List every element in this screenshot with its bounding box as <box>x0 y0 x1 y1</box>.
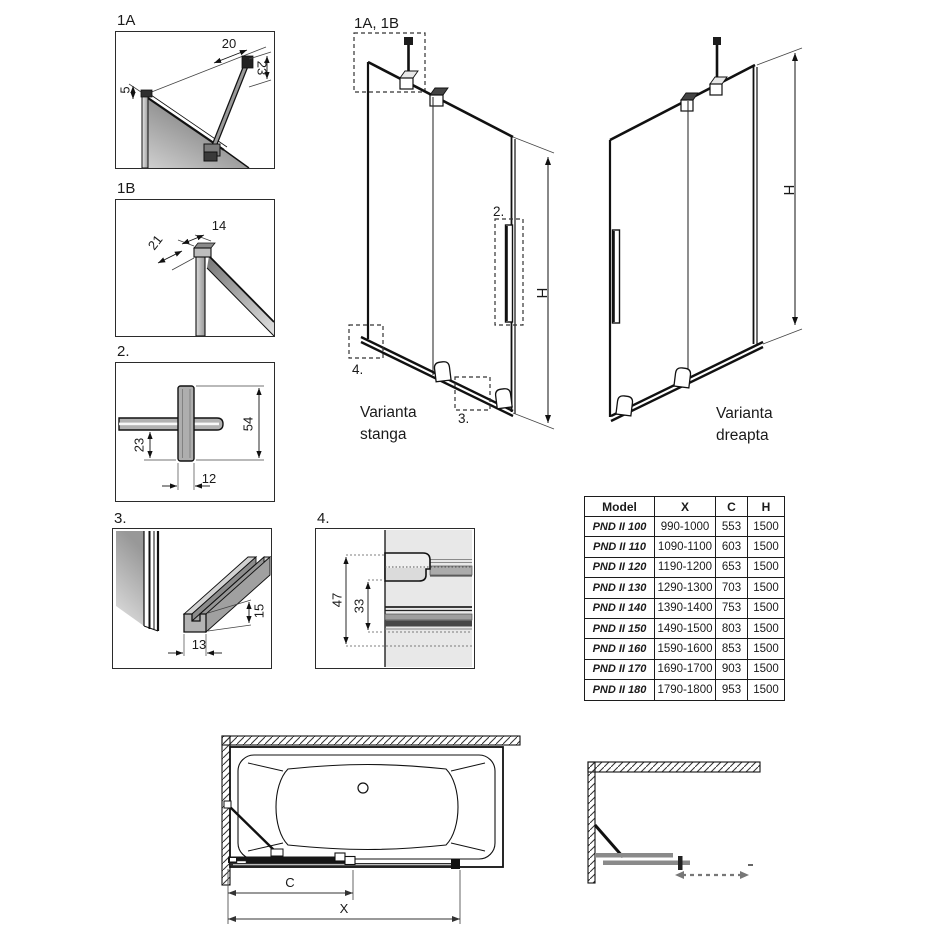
bar-clamp-rod <box>710 77 727 95</box>
detail-2-drawing <box>116 363 274 501</box>
construction-line <box>149 47 266 93</box>
x-cell: 1390-1400 <box>655 598 716 618</box>
dim-c-label: C <box>285 875 295 890</box>
dim-12 <box>162 463 216 490</box>
spec-row <box>585 598 785 618</box>
callout-3-label: 3. <box>458 411 470 426</box>
h-cell: 1500 <box>748 557 785 577</box>
caption-line1: Varianta <box>716 405 773 422</box>
dim-23-label: 23 <box>254 60 270 76</box>
model-cell: PND II 180 <box>585 680 655 700</box>
dim-33-label: 33 <box>351 598 367 614</box>
detail-3-box <box>112 528 272 669</box>
caption-line2: stanga <box>360 426 407 443</box>
dim-21-label: 21 <box>144 232 166 253</box>
slide-direction-arrow <box>675 865 753 879</box>
spec-row <box>585 639 785 659</box>
model-cell: PND II 130 <box>585 578 655 598</box>
glass-edges <box>368 62 515 414</box>
model-cell: PND II 100 <box>585 517 655 537</box>
h-cell: 1500 <box>748 618 785 638</box>
detail-1b-label: 1B <box>117 180 136 197</box>
h-cell: 1500 <box>748 537 785 557</box>
roller-blocks <box>616 367 691 416</box>
callout-box-1a1b <box>354 33 425 92</box>
x-cell: 1790-1800 <box>655 680 716 700</box>
dim-5-label: 5 <box>117 86 133 94</box>
glass-edge-section <box>119 418 223 430</box>
spec-row <box>585 659 785 679</box>
dim-5 <box>117 84 141 99</box>
h-cell: 1500 <box>748 598 785 618</box>
dim-20-label: 20 <box>221 36 237 51</box>
model-cell: PND II 110 <box>585 537 655 557</box>
col-header-c: C <box>716 497 748 517</box>
left-elevation-drawing <box>338 8 588 453</box>
combo-callout-label: 1A, 1B <box>354 15 400 32</box>
height-dimension <box>757 48 802 344</box>
x-cell: 1690-1700 <box>655 659 716 679</box>
dim-13-label: 13 <box>191 637 207 652</box>
c-cell: 903 <box>716 659 748 679</box>
callout-box-3 <box>455 377 490 410</box>
detail-1a-drawing <box>116 32 274 168</box>
c-cell: 703 <box>716 578 748 598</box>
support-arm <box>212 56 253 151</box>
spec-row <box>585 618 785 638</box>
glass-panel <box>148 95 249 168</box>
model-dimensions-table <box>584 496 785 701</box>
spec-row <box>585 517 785 537</box>
h-cell: 1500 <box>748 639 785 659</box>
caption-line1: Varianta <box>360 404 417 421</box>
x-cell: 1590-1600 <box>655 639 716 659</box>
callout-2-label: 2. <box>493 204 505 219</box>
drain-icon <box>358 783 368 793</box>
h-cell: 1500 <box>748 659 785 679</box>
c-cell: 953 <box>716 680 748 700</box>
support-arm <box>595 825 623 857</box>
bathtub-plan-drawing <box>188 723 538 938</box>
detail-4-box <box>315 528 475 669</box>
height-label: H <box>533 287 551 299</box>
dim-14 <box>178 218 226 246</box>
c-cell: 603 <box>716 537 748 557</box>
dim-c <box>228 869 353 924</box>
glass-panel-edge <box>116 531 158 631</box>
spec-table <box>584 496 785 701</box>
dim-23 <box>131 432 176 460</box>
c-cell: 803 <box>716 618 748 638</box>
spec-row <box>585 557 785 577</box>
dim-x-label: X <box>339 901 349 916</box>
header-row <box>585 497 785 517</box>
ceiling-rod <box>713 37 721 80</box>
dim-12-label: 12 <box>201 471 217 486</box>
model-cell: PND II 150 <box>585 618 655 638</box>
sliding-panel <box>603 856 690 870</box>
dim-47-label: 47 <box>329 592 345 608</box>
detail-1a-label: 1A <box>117 12 136 29</box>
col-header-h: H <box>748 497 785 517</box>
dim-23-label: 23 <box>131 437 147 453</box>
col-header-x: X <box>655 497 716 517</box>
variant-caption <box>360 404 417 443</box>
detail-1b-drawing <box>116 200 274 336</box>
wall-profile <box>194 243 215 336</box>
x-cell: 990-1000 <box>655 517 716 537</box>
corner-schematic-drawing <box>583 753 768 893</box>
spec-row <box>585 578 785 598</box>
detail-4-drawing <box>316 529 474 668</box>
c-cell: 853 <box>716 639 748 659</box>
model-cell: PND II 140 <box>585 598 655 618</box>
dim-21 <box>145 232 194 270</box>
height-label: H <box>780 184 798 196</box>
dim-54-label: 54 <box>240 416 256 432</box>
h-cell: 1500 <box>748 680 785 700</box>
model-cell: PND II 170 <box>585 659 655 679</box>
x-cell: 1290-1300 <box>655 578 716 598</box>
x-cell: 1190-1200 <box>655 557 716 577</box>
handle-mark <box>678 856 683 870</box>
c-cell: 653 <box>716 557 748 577</box>
lower-profile-bands <box>385 607 472 629</box>
col-header-model: Model <box>585 497 655 517</box>
h-cell: 1500 <box>748 578 785 598</box>
dim-15-label: 15 <box>251 603 267 619</box>
glass-edges <box>610 65 757 417</box>
detail-1a-box <box>115 31 275 169</box>
model-cell: PND II 160 <box>585 639 655 659</box>
detail-3-drawing <box>113 529 271 668</box>
dim-13 <box>168 634 222 656</box>
c-cell: 753 <box>716 598 748 618</box>
h-cell: 1500 <box>748 517 785 537</box>
spec-row <box>585 680 785 700</box>
detail-2-label: 2. <box>117 343 130 360</box>
dim-x <box>228 870 460 924</box>
glass-panel <box>207 256 274 336</box>
detail-4-label: 4. <box>317 510 330 527</box>
door-handle <box>613 230 620 323</box>
bath-rim-strip <box>385 530 472 667</box>
spec-row <box>585 537 785 557</box>
dim-14-label: 14 <box>211 218 227 233</box>
bottom-rail-profile <box>184 557 270 632</box>
detail-3-label: 3. <box>114 510 127 527</box>
handle-bar-section <box>178 386 194 461</box>
fixed-panel <box>595 853 673 858</box>
right-elevation-drawing <box>593 8 818 453</box>
c-cell: 553 <box>716 517 748 537</box>
door-handle <box>506 225 513 322</box>
height-dimension <box>513 137 554 429</box>
x-cell: 1090-1100 <box>655 537 716 557</box>
bar-clamp-glass <box>681 93 698 111</box>
caption-line2: dreapta <box>716 427 769 444</box>
callout-4-label: 4. <box>352 362 364 377</box>
x-cell: 1490-1500 <box>655 618 716 638</box>
detail-1b-box <box>115 199 275 337</box>
variant-caption <box>716 405 773 444</box>
model-cell: PND II 120 <box>585 557 655 577</box>
detail-2-box <box>115 362 275 502</box>
callout-box-4 <box>349 325 383 358</box>
roller-blocks <box>434 361 512 409</box>
